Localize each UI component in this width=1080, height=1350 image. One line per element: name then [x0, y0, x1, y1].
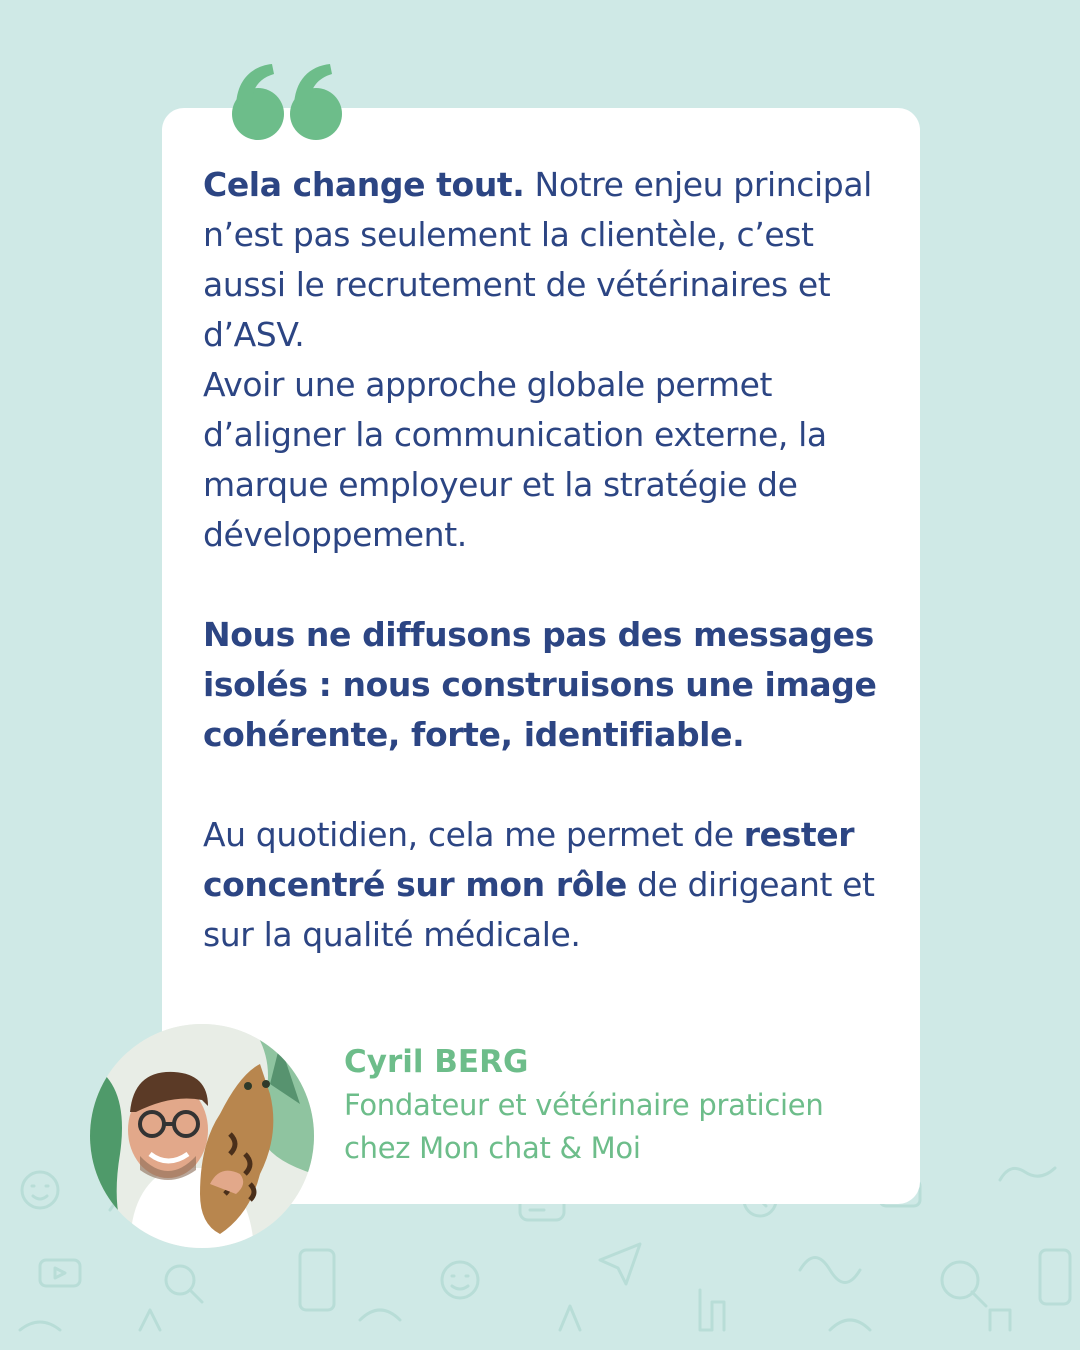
quote-paragraph-1b: Avoir une approche globale permet d’aligner la communication externe, la marque employeur et la stratégie de développement.: [203, 365, 827, 554]
author-name: Cyril BERG: [344, 1044, 529, 1080]
quote-p3-bold: rester concentré sur mon rôle: [203, 815, 855, 904]
quote-p3-start: Au quotidien, cela me permet de: [203, 815, 744, 854]
quote-paragraph-1: [203, 160, 890, 360]
quote-paragraph-2: [203, 610, 890, 760]
quote-lead-rest: Notre enjeu principal n’est pas seulement la clientèle, c’est aussi le recrutement de vétérinaires et d’ASV.: [203, 165, 872, 354]
author-portrait-illustration: [90, 1024, 314, 1248]
quote-lead-bold: Cela change tout.: [203, 165, 525, 204]
author-role-line-1: Fondateur et vétérinaire praticien: [344, 1088, 824, 1122]
quote-p3-end: de dirigeant et sur la qualité médicale.: [203, 865, 875, 954]
double-quote-icon: [228, 62, 348, 142]
author-role-line-2: chez Mon chat & Moi: [344, 1131, 641, 1165]
quote-highlight-bold: Nous ne diffusons pas des messages isolés : nous construisons une image cohérente, forte, identifiable.: [203, 615, 877, 754]
author-block: [344, 1040, 823, 1170]
quote-text: [203, 160, 890, 960]
author-photo: [90, 1024, 314, 1248]
quote-paragraph-3: [203, 810, 890, 960]
